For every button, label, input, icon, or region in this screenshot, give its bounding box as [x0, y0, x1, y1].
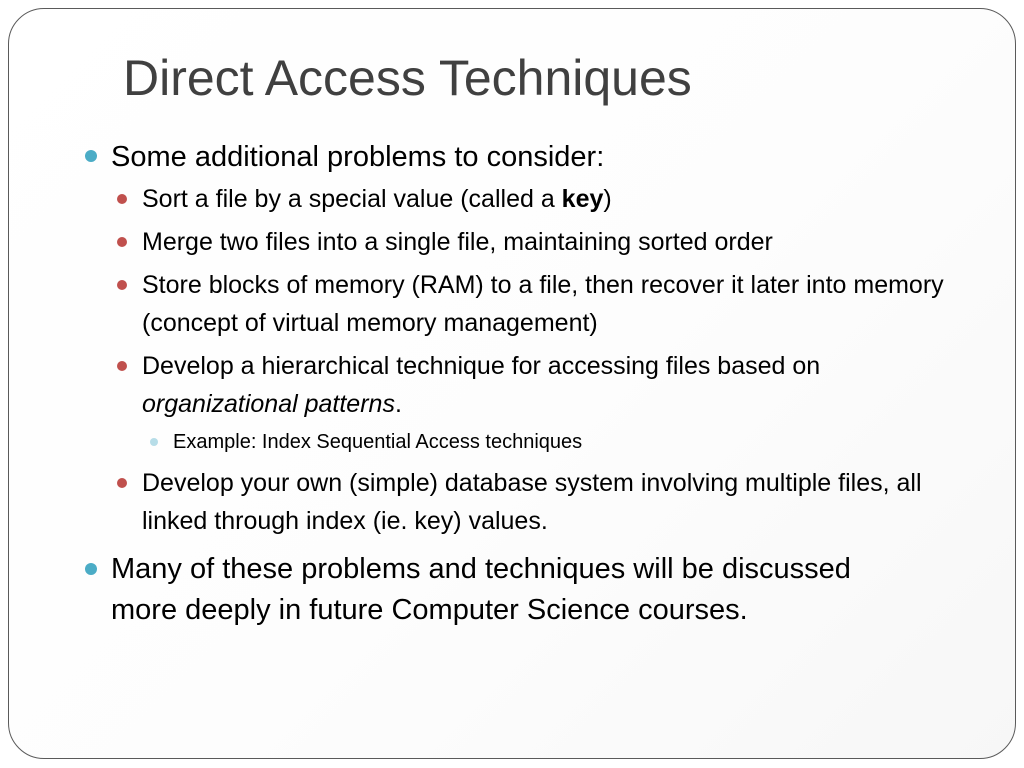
- bullet-dot-icon: [117, 194, 127, 204]
- slide-frame: [8, 8, 1016, 759]
- bullet-dot-icon: [85, 563, 97, 575]
- slide-title: Direct Access Techniques: [123, 50, 692, 106]
- bullet-text: ): [603, 185, 612, 213]
- bullet-emphasis: key: [561, 185, 604, 213]
- slide-body: [9, 9, 1015, 758]
- bullet-text: Develop a hierarchical technique for accessing files based on: [142, 352, 821, 380]
- bullet-text: .: [394, 390, 402, 418]
- bullet-level2: [142, 347, 977, 423]
- bullet-level2: [142, 180, 977, 218]
- bullet-dot-icon: [85, 150, 97, 162]
- bullet-dot-icon: [117, 237, 127, 247]
- bullet-text: Sort a file by a special value (called a: [142, 185, 562, 213]
- bullet-level2: Develop your own (simple) database system involving multiple files, all linked through index (ie. key) values.: [142, 469, 922, 535]
- bullet-level1: Some additional problems to consider:: [111, 141, 605, 173]
- bullet-level1: Many of these problems and techniques will be discussed more deeply in future Computer Science courses.: [111, 553, 851, 626]
- bullet-dot-icon: [150, 438, 158, 446]
- bullet-emphasis: organizational patterns: [142, 390, 395, 418]
- bullet-dot-icon: [117, 361, 127, 371]
- bullet-level2: Merge two files into a single file, maintaining sorted order: [142, 228, 773, 256]
- bullet-level2: Store blocks of memory (RAM) to a file, then recover it later into memory (concept of virtual memory management): [142, 271, 944, 337]
- bullet-level3: Example: Index Sequential Access techniques: [173, 431, 583, 453]
- bullet-dot-icon: [117, 478, 127, 488]
- bullet-dot-icon: [117, 280, 127, 290]
